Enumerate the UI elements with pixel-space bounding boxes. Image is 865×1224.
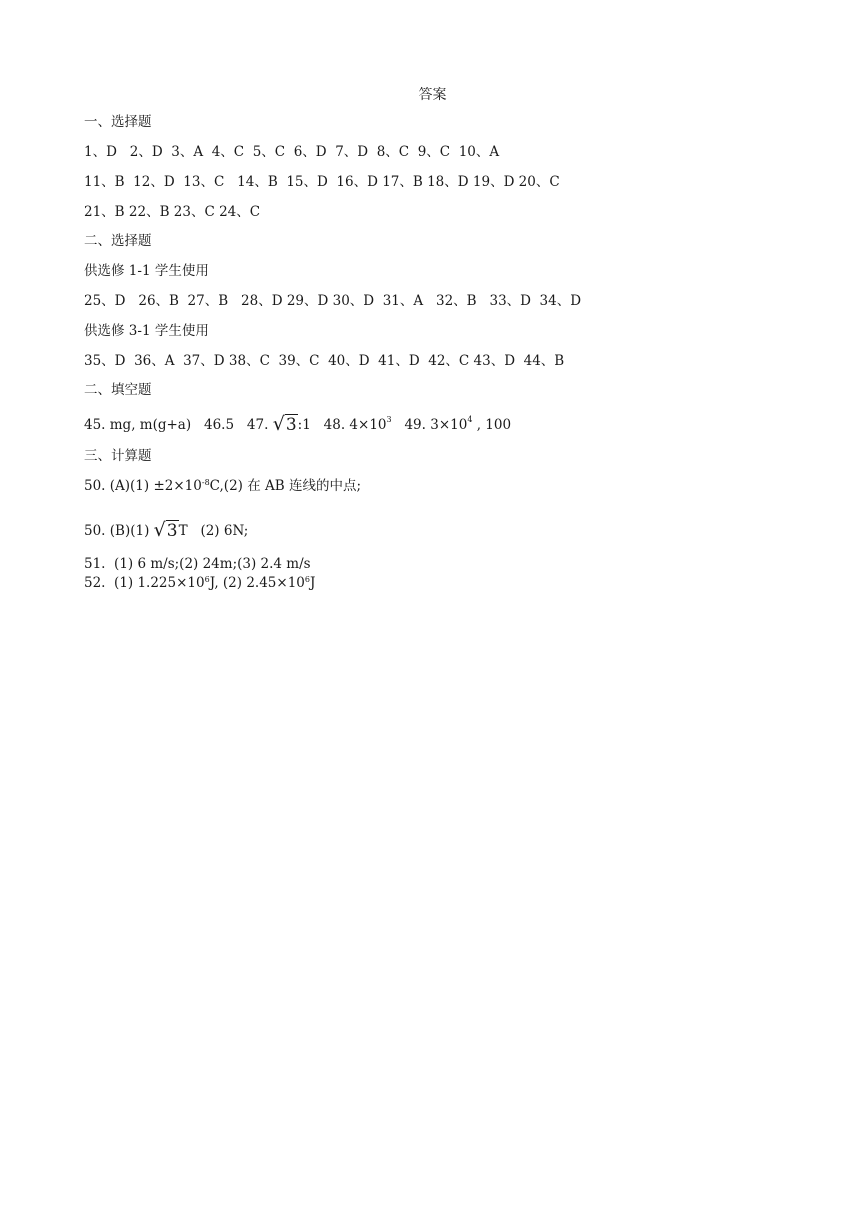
- sqrt-radicand-50b: 3: [166, 521, 178, 541]
- group-label-1-1: 供选修 1-1 学生使用: [84, 263, 209, 279]
- answer-51: 51. (1) 6 m/s;(2) 24m;(3) 2.4 m/s: [84, 556, 311, 572]
- section-heading-choice-1: 一、选择题: [84, 114, 152, 130]
- answer-52-pre: 52. (1) 1.225×10: [84, 575, 205, 591]
- fill-part-c: 49. 3×10: [391, 417, 468, 433]
- answer-52-post: J: [309, 575, 316, 591]
- group-label-3-1: 供选修 3-1 学生使用: [84, 323, 209, 339]
- answer-50a-post: C,(2) 在 AB 连线的中点;: [209, 478, 362, 494]
- section-heading-choice-2: 二、选择题: [84, 233, 152, 249]
- fill-part-a: 45. mg, m(g+a) 46.5 47.: [84, 417, 273, 433]
- answer-50a-pre: 50. (A)(1) ±2×10: [84, 478, 202, 494]
- answer-50b: [84, 520, 248, 540]
- section-heading-fill: 二、填空题: [84, 382, 152, 398]
- answer-52-mid: J, (2) 2.45×10: [209, 575, 305, 591]
- page-title: 答案: [418, 87, 447, 103]
- exponent-50a: -8: [201, 478, 210, 487]
- answer-row-4: 25、D 26、B 27、B 28、D 29、D 30、D 31、A 32、B 33、D 34、D: [84, 293, 582, 309]
- fill-part-d: , 100: [472, 417, 512, 433]
- answer-row-3: 21、B 22、B 23、C 24、C: [84, 204, 261, 220]
- exponent-52-2: 6: [304, 575, 310, 584]
- answer-row-1: 1、D 2、D 3、A 4、C 5、C 6、D 7、D 8、C 9、C 10、A: [84, 144, 500, 160]
- exponent-52-1: 6: [204, 575, 210, 584]
- answer-50a: [84, 477, 361, 495]
- fill-part-b: :1 48. 4×10: [297, 417, 387, 433]
- answer-50b-post: T (2) 6N;: [178, 523, 249, 539]
- section-heading-calc: 三、计算题: [84, 448, 152, 464]
- sqrt-symbol: √3: [272, 413, 297, 435]
- answer-row-5: 35、D 36、A 37、D 38、C 39、C 40、D 41、D 42、C 43、D 44、B: [84, 353, 565, 369]
- sqrt-symbol-50b: √3: [153, 519, 178, 541]
- exponent-48: 3: [386, 415, 392, 424]
- sqrt-radicand: 3: [285, 415, 297, 435]
- fill-answers: [84, 414, 511, 434]
- answer-row-2: 11、B 12、D 13、C 14、B 15、D 16、D 17、B 18、D 19、D 20、C: [84, 174, 560, 190]
- answer-50b-pre: 50. (B)(1): [84, 523, 154, 539]
- answer-52: [84, 574, 315, 592]
- exponent-49: 4: [467, 415, 473, 424]
